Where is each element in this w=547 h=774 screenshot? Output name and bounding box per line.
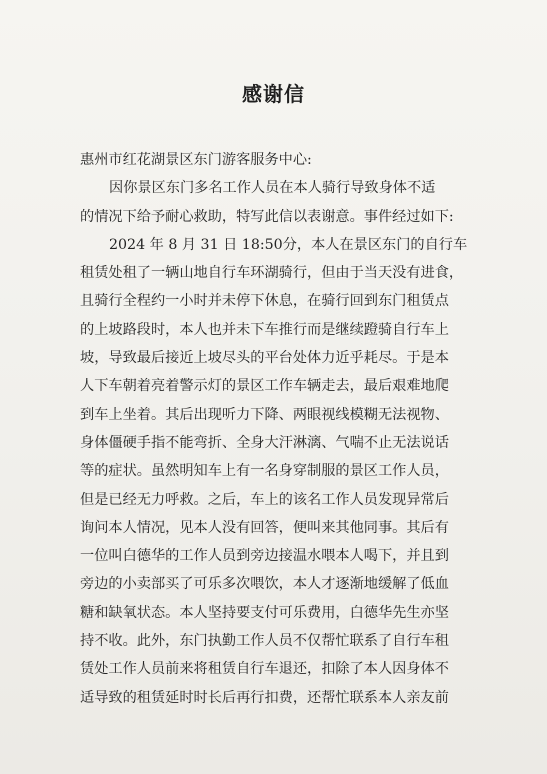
body-line: 坡，导致最后接近上坡尽头的平台处体力近乎耗尽。于是本 [80, 350, 449, 367]
letter-body [80, 146, 516, 712]
body-line: 的上坡路段时，本人也并未下车推行而是继续蹬骑自行车上 [80, 321, 449, 338]
body-line: 旁边的小卖部买了可乐多次喂饮，本人才逐渐地缓解了低血 [80, 576, 449, 593]
body-line: 的情况下给予耐心救助，特写此信以表谢意。事件经过如下: [80, 208, 454, 225]
body-line: 持不收。此外，东门执勤工作人员不仅帮忙联系了自行车租 [80, 633, 449, 650]
body-line: 身体僵硬手指不能弯折、全身大汗淋漓、气喘不止无法说话 [80, 434, 449, 451]
salutation: 惠州市红花湖景区东门游客服务中心: [80, 152, 312, 168]
body-line: 一位叫白德华的工作人员到旁边接温水喂本人喝下，并且到 [80, 548, 449, 565]
body-line: 且骑行全程约一小时并未停下休息，在骑行回到东门租赁点 [80, 293, 449, 310]
body-line: 但是已经无力呼救。之后，车上的该名工作人员发现异常后 [80, 491, 449, 508]
body-line: 询问本人情况，见本人没有回答，便叫来其他同事。其后有 [80, 519, 449, 536]
body-line: 租赁处租了一辆山地自行车环湖骑行，但由于当天没有进食， [80, 265, 464, 282]
body-line: 因你景区东门多名工作人员在本人骑行导致身体不适 [109, 180, 436, 197]
body-line: 适导致的租赁延时时长后再行扣费，还帮忙联系本人亲友前 [80, 689, 449, 706]
body-line: 等的症状。虽然明知车上有一名身穿制服的景区工作人员， [80, 463, 449, 480]
letter-title: 感谢信 [242, 82, 305, 106]
body-line: 赁处工作人员前来将租赁自行车退还，扣除了本人因身体不 [80, 661, 449, 678]
body-line: 糖和缺氧状态。本人坚持要支付可乐费用，白德华先生亦坚 [80, 604, 449, 621]
body-line: 人下车朝着亮着警示灯的景区工作车辆走去，最后艰难地爬 [80, 378, 449, 395]
body-line: 到车上坐着。其后出现听力下降、两眼视线模糊无法视物、 [80, 406, 449, 423]
body-line: 2024 年 8 月 31 日 18:50分，本人在景区东门的自行车 [109, 236, 468, 253]
